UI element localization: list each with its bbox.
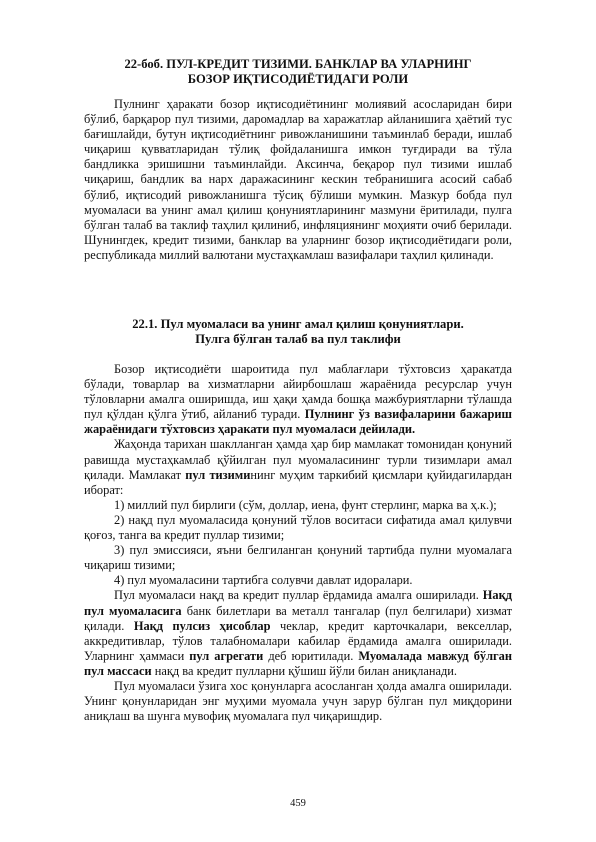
list-item: 4) пул муомаласини тартибга солувчи давлат идоралари. <box>114 573 413 588</box>
paragraph-text: нинг муҳим таркибий қисмлари қуйидагилардан иборат: <box>84 467 512 497</box>
section-title <box>84 317 512 347</box>
section-body <box>84 362 512 724</box>
paragraph-text: чеклар, кредит карточкалари, векселлар, аккредитивлар, тўлов талабномалари кабилар ёрдамида амалга оширилади. Уларнинг ҳаммаси <box>84 618 512 663</box>
paragraph-text: банк билетлари ва металл тангалар (пул белгилари) хизмат қилади. <box>84 603 512 633</box>
page-number: 459 <box>290 798 306 809</box>
intro-paragraph: Пулнинг ҳаракати бозор иқтисодиётининг молиявий асосларидан бири бўлиб, барқарор пул тизими, даромадлар ва харажатлар айланишига ҳаётий тус бағишлайди, бутун иқтисодиётнинг ривожланишини таъминлаб беради, ишлаб чиқариш қувватларидан тўлиқ фойдаланишга имкон туғдиради ва тўла бандликка эришишни таъминлайди. Аксинча, беқарор пул тизими ишлаб чиқариш, бандлик ва нарх даражасининг кескин тебранишига асосий сабаб бўлиб, иқтисодий ривожланишга тўсиқ бўлиши мумкин. Мазкур бобда пул муомаласи ва унинг амал қилиш қонуниятларининг мазмуни ёритилади, пулга бўлган талаб ва таклиф таҳлил қилиниб, инфляциянинг моҳияти очиб берилади. Шунингдек, кредит тизими, банклар ва уларнинг бозор иқтисодиётидаги роли, республикада миллий валютани мустаҳкамлаш вазифалари таҳлил қилинади. <box>84 97 512 262</box>
intro-block <box>84 97 512 263</box>
paragraph-laws: Пул муомаласи ўзига хос қонунларга асосланган ҳолда амалга оширилади. Унинг қонунларидан энг муҳими муомала учун зарур бўлган пул миқдорини аниқлаш ва шунга мувофиқ муомалага пул чиқаришдир. <box>84 678 512 724</box>
paragraph-text: Бозор иқтисодиёти шароитида пул маблағлари тўхтовсиз ҳаракатда бўлади, товарлар ва хизматларни айирбошлаш жараёнида ресурслар учун тўловларни амалга оширишда, иш ҳақи ҳамда бошқа мажбуриятларни тўлашда пул қўлдан қўлга ўтиб, айланиб туради. <box>84 362 512 422</box>
definition-bold: Пулнинг ўз вазифаларини бажариш жараёнидаги тўхтовсиз ҳаракати пул муомаласи дейилади. <box>84 407 512 437</box>
chapter-title-line-2: БОЗОР ИҚТИСОДИЁТИДАГИ РОЛИ <box>187 72 409 86</box>
list-item: 3) пул эмиссияси, яъни белгиланган қонуний тартибда пулни муомалага чиқариш тизими; <box>84 543 512 573</box>
section-title-line-2: Пулга бўлган талаб ва пул таклифи <box>195 332 401 346</box>
term-bold: Нақд пул муомаласига <box>84 588 512 618</box>
section-title-line-1: 22.1. Пул муомаласи ва унинг амал қилиш қонуниятлари. <box>132 317 464 331</box>
paragraph-money-system <box>84 437 512 497</box>
paragraph-text: Жаҳонда тарихан шаклланган ҳамда ҳар бир мамлакат томонидан қонуний равишда мустаҳкамлаб қўйилган пул муомаласининг турли тизимлари амал қилади. Мамлакат <box>84 437 512 482</box>
chapter-title-line-1: 22-боб. ПУЛ-КРЕДИТ ТИЗИМИ. БАНКЛАР ВА УЛАРНИНГ <box>124 57 472 71</box>
term-bold: Муомалада мавжуд бўлган пул массаси <box>84 648 512 678</box>
paragraph-money-circulation <box>84 362 512 437</box>
term-bold: Нақд пулсиз ҳисоблар <box>133 618 271 633</box>
paragraph-text: нақд ва кредит пулларни қўшиш йўли билан аниқланади. <box>154 663 458 678</box>
list-item: 2) нақд пул муомаласида қонуний тўлов воситаси сифатида амал қилувчи қоғоз, танга ва кредит пуллар тизими; <box>84 512 512 543</box>
term-bold: пул тизими <box>185 467 251 482</box>
chapter-title <box>84 57 512 87</box>
paragraph-text: Пул муомаласи нақд ва кредит пуллар ёрдамида амалга оширилади. <box>114 588 479 603</box>
paragraph-cash-noncash <box>84 588 512 679</box>
list-item: 1) миллий пул бирлиги (сўм, доллар, иена, фунт стерлинг, марка ва ҳ.к.); <box>114 497 497 512</box>
paragraph-text: деб юритилади. <box>268 648 354 663</box>
term-bold: пул агрегати <box>189 648 264 663</box>
